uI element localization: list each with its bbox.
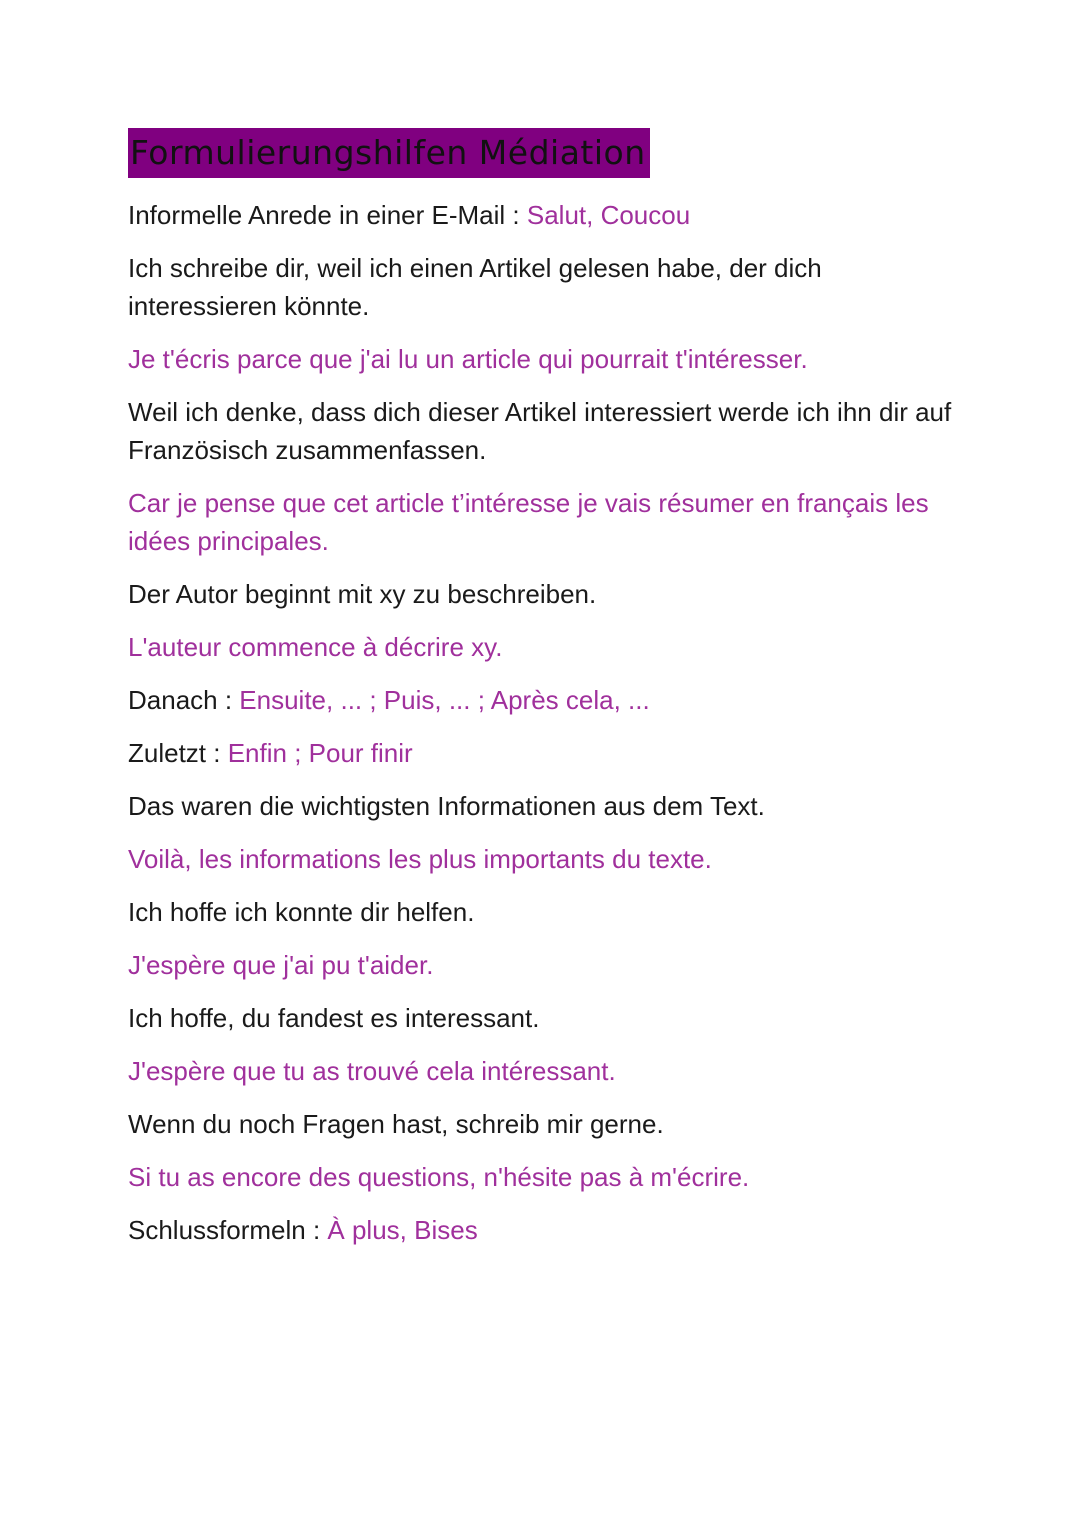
line-label: Danach :: [128, 685, 240, 715]
line-greeting: [128, 196, 958, 234]
line-accent-french: À plus, Bises: [327, 1215, 478, 1245]
line-label: Zuletzt :: [128, 738, 228, 768]
line-label: Informelle Anrede in einer E-Mail :: [128, 200, 527, 230]
line-german: Weil ich denke, dass dich dieser Artikel interessiert werde ich ihn dir auf Französisch zusammenfassen.: [128, 397, 952, 465]
line-french: Je t'écris parce que j'ai lu un article qui pourrait t'intéresser.: [128, 344, 808, 374]
line-french: Voilà, les informations les plus importants du texte.: [128, 844, 712, 874]
line-french: L'auteur commence à décrire xy.: [128, 632, 503, 662]
page-title: Formulierungshilfen Médiation: [128, 128, 650, 178]
line-danach: [128, 681, 958, 719]
line-german: Der Autor beginnt mit xy zu beschreiben.: [128, 579, 597, 609]
line-french: Car je pense que cet article t’intéresse je vais résumer en français les idées principales.: [128, 488, 929, 556]
line-french: J'espère que j'ai pu t'aider.: [128, 950, 434, 980]
line-german: Das waren die wichtigsten Informationen aus dem Text.: [128, 791, 765, 821]
document-page: [128, 128, 958, 1264]
line-german: Ich hoffe ich konnte dir helfen.: [128, 897, 475, 927]
line-german: Ich hoffe, du fandest es interessant.: [128, 1003, 540, 1033]
line-accent-french: Enfin ; Pour finir: [227, 738, 413, 768]
line-zuletzt: [128, 734, 958, 772]
line-accent-french: Salut, Coucou: [526, 200, 691, 230]
line-accent-french: Ensuite, ... ; Puis, ... ; Après cela, ...: [239, 685, 650, 715]
line-label: Schlussformeln :: [128, 1215, 328, 1245]
line-closing: [128, 1211, 958, 1249]
line-french: J'espère que tu as trouvé cela intéressant.: [128, 1056, 616, 1086]
line-german: Ich schreibe dir, weil ich einen Artikel gelesen habe, der dich interessieren könnte.: [128, 253, 822, 321]
line-french: Si tu as encore des questions, n'hésite pas à m'écrire.: [128, 1162, 750, 1192]
line-german: Wenn du noch Fragen hast, schreib mir gerne.: [128, 1109, 664, 1139]
